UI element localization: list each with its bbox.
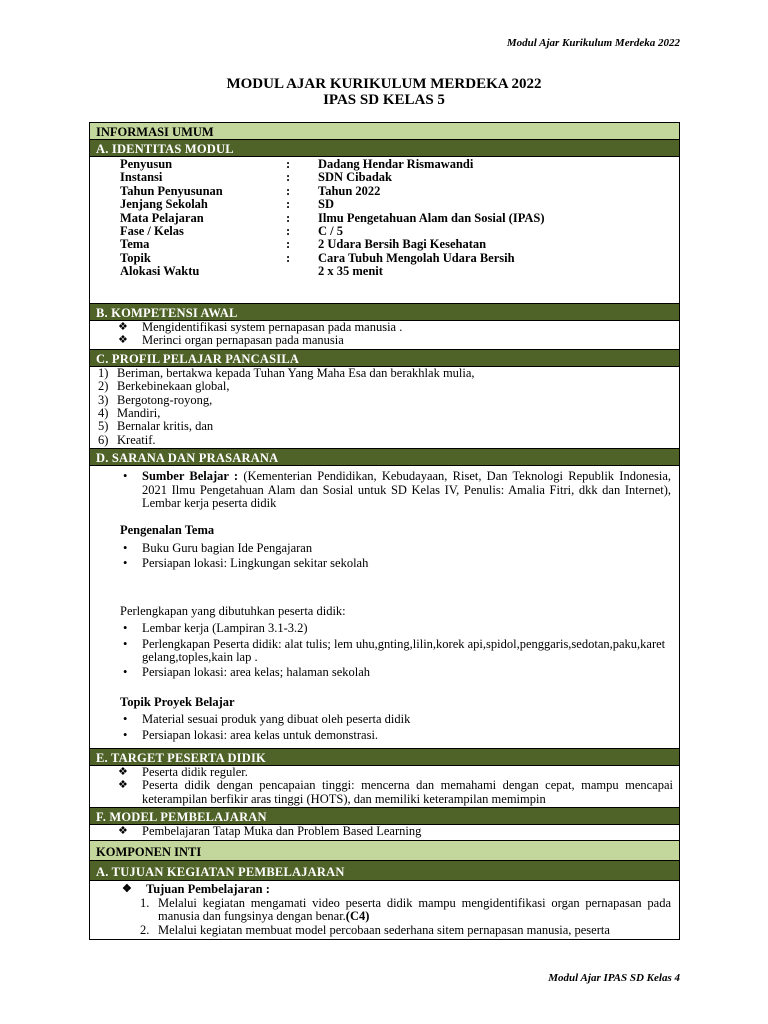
identitas-colon: : [286, 250, 291, 265]
identitas-colon [286, 265, 318, 278]
identitas-value: Ilmu Pengetahuan Alam dan Sosial (IPAS) [318, 210, 545, 225]
identitas-value: SD [318, 197, 334, 212]
identitas-colon: : [286, 210, 291, 225]
list-item: • Persiapan lokasi: Lingkungan sekitar sekolah [120, 557, 671, 570]
identitas-row [120, 225, 679, 238]
identitas-key: Penyusun [120, 157, 173, 171]
identitas-row [120, 185, 679, 198]
list-item [98, 407, 679, 420]
sumber-belajar-text: (Kementerian Pendidikan, Kebudayaan, Riset, Dan Teknologi Republik Indonesia, 2021 Ilmu Pengetahuan Alam dan Sosial untuk SD Kelas IV, Penulis: Amalia Fitri, dkk dan Internet), Lembar kerja peserta didik [142, 469, 671, 511]
item-text: Kreatif. [117, 432, 156, 447]
item-number: 2. [140, 922, 150, 937]
list-item [98, 380, 679, 393]
identitas-colon: : [286, 224, 291, 239]
identitas-row [120, 252, 679, 265]
section-model: F. MODEL PEMBELAJARAN [90, 808, 679, 825]
identitas-row [120, 171, 679, 184]
section-profil-pelajar: C. PROFIL PELAJAR PANCASILA [90, 350, 679, 367]
identitas-key: Topik [120, 250, 151, 265]
identitas-table [90, 157, 679, 304]
identitas-key: Fase / Kelas [120, 224, 184, 239]
list-item: • Persiapan lokasi: area kelas untuk demonstrasi. [120, 729, 671, 742]
list-item [98, 394, 679, 407]
title-line-2: IPAS SD KELAS 5 [323, 92, 445, 108]
identitas-key: Tahun Penyusunan [120, 183, 223, 198]
list-item [98, 367, 679, 380]
perlengkapan-heading: Perlengkapan yang dibutuhkan peserta didik: [120, 603, 346, 618]
identitas-row [120, 158, 679, 171]
identitas-value: Cara Tubuh Mengolah Udara Bersih [318, 250, 515, 265]
sumber-belajar-item [120, 470, 671, 510]
running-header: Modul Ajar Kurikulum Merdeka 2022 [506, 37, 680, 49]
list-item: • Lembar kerja (Lampiran 3.1-3.2) [120, 622, 671, 635]
item-number: 1. [140, 895, 150, 910]
list-item: • Perlengkapan Peserta didik: alat tulis; lem uhu,gnting,lilin,korek api,spidol,penggaris,sedotan,paku,karet gelang,toples,kain lap . [120, 638, 671, 665]
section-identitas-modul: A. IDENTITAS MODUL [90, 140, 679, 157]
model-list [90, 825, 679, 840]
item-text: Mandiri, [117, 406, 161, 421]
item-number: 6) [98, 432, 109, 447]
list-item: ❖ Mengidentifikasi system pernapasan pada manusia . [118, 321, 679, 334]
item-text: Bernalar kritis, dan [117, 419, 214, 434]
list-item [140, 897, 671, 924]
identitas-key: Jenjang Sekolah [120, 197, 208, 212]
section-target: E. TARGET PESERTA DIDIK [90, 749, 679, 766]
item-text: Melalui kegiatan membuat model percobaan sederhana sitem pernapasan manusia, peserta [158, 922, 610, 937]
item-number: 4) [98, 406, 109, 421]
item-number: 1) [98, 365, 109, 380]
identitas-colon: : [286, 237, 291, 252]
identitas-value: Tahun 2022 [318, 183, 381, 198]
item-text: Bergotong-royong, [117, 392, 213, 407]
item-text: Melalui kegiatan mengamati video peserta didik mampu mengidentifikasi organ pernapasan pada manusia dan fungsinya dengan benar.(C4) [158, 895, 671, 924]
title-line-1: MODUL AJAR KURIKULUM MERDEKA 2022 [226, 76, 542, 92]
identitas-value: 2 Udara Bersih Bagi Kesehatan [318, 237, 487, 252]
list-item: • Buku Guru bagian Ide Pengajaran [120, 542, 671, 555]
identitas-value: C / 5 [318, 224, 343, 239]
list-item: • Persiapan lokasi: area kelas; halaman sekolah [120, 666, 671, 679]
list-item: ❖ Peserta didik reguler. [118, 766, 673, 779]
pengenalan-tema-heading: Pengenalan Tema [120, 523, 215, 538]
identitas-value: 2 x 35 menit [318, 264, 383, 279]
identitas-key: Alokasi Waktu [120, 264, 200, 279]
section-sarana: D. SARANA DAN PRASARANA [90, 449, 679, 466]
list-item: • Material sesuai produk yang dibuat oleh peserta didik [120, 713, 671, 726]
identitas-colon: : [286, 183, 291, 198]
sarana-content [90, 466, 679, 749]
sumber-belajar-label: Sumber Belajar : [142, 469, 239, 484]
identitas-row [120, 238, 679, 251]
list-item: ❖ Merinci organ pernapasan pada manusia [118, 334, 679, 347]
identitas-colon: : [286, 157, 291, 171]
tujuan-content [90, 881, 679, 940]
list-item [98, 434, 679, 447]
identitas-key: Instansi [120, 170, 163, 185]
profil-list [90, 367, 679, 449]
list-item: ❖ Peserta didik dengan pencapaian tinggi: mencerna dan memahami dengan cepat, mampu mencapai keterampilan berfikir aras tinggi (HOTS), dan memiliki keterampilan memimpin [118, 779, 673, 806]
topik-proyek-heading: Topik Proyek Belajar [120, 694, 235, 709]
identitas-row [120, 212, 679, 225]
list-item [140, 924, 671, 937]
section-tujuan: A. TUJUAN KEGIATAN PEMBELAJARAN [90, 861, 679, 881]
item-text: Berkebinekaan global, [117, 379, 230, 394]
identitas-colon: : [286, 197, 291, 212]
identitas-value: Dadang Hendar Rismawandi [318, 157, 474, 171]
item-number: 5) [98, 419, 109, 434]
identitas-row [120, 265, 679, 278]
identitas-key: Mata Pelajaran [120, 210, 204, 225]
list-item [98, 420, 679, 433]
section-informasi-umum: INFORMASI UMUM [90, 123, 679, 140]
item-number: 3) [98, 392, 109, 407]
kompetensi-list [90, 321, 679, 350]
identitas-value: SDN Cibadak [318, 170, 392, 185]
list-item: ❖ Pembelajaran Tatap Muka dan Problem Based Learning [118, 825, 679, 838]
target-list [90, 766, 679, 808]
section-kompetensi-awal: B. KOMPETENSI AWAL [90, 304, 679, 321]
item-text: Beriman, bertakwa kepada Tuhan Yang Maha Esa dan berakhlak mulia, [117, 365, 475, 380]
module-table [89, 122, 680, 940]
page-title [0, 76, 768, 108]
identitas-row [120, 198, 679, 211]
tujuan-label: ❖ Tujuan Pembelajaran : [122, 883, 671, 896]
item-number: 2) [98, 379, 109, 394]
footer: Modul Ajar IPAS SD Kelas 4 [548, 972, 680, 984]
identitas-key: Tema [120, 237, 150, 252]
section-komponen-inti: KOMPONEN INTI [90, 841, 679, 861]
identitas-colon: : [286, 170, 291, 185]
